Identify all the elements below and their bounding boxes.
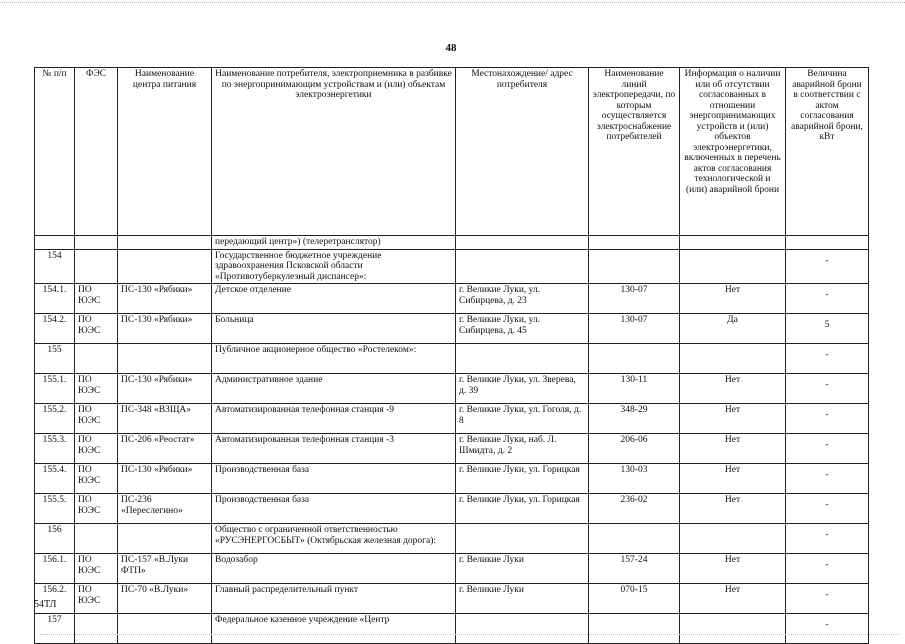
cell-consumer: Публичное акционерное общество «Ростелеком»: bbox=[212, 344, 456, 374]
header-reserve-value: Величина аварийной брони в соответствии с актом согласования аварийной брони, кВт bbox=[786, 68, 869, 236]
cell-power-center bbox=[118, 524, 212, 554]
cell-power-line bbox=[589, 344, 680, 374]
cell-power-line: 130-03 bbox=[589, 464, 680, 494]
cell-reserve-value: - bbox=[786, 344, 869, 374]
cell-num: 156.1. bbox=[35, 554, 75, 584]
cell-num: 155.5. bbox=[35, 494, 75, 524]
cell-agreement-info: Нет bbox=[680, 434, 786, 464]
table-row bbox=[35, 374, 869, 404]
cell-power-center bbox=[118, 249, 212, 284]
cell-address: г. Великие Луки, ул. Сибирцева, д. 23 bbox=[456, 284, 589, 314]
cell-address: г. Великие Луки, ул. Горицкая bbox=[456, 464, 589, 494]
page-number: 48 bbox=[445, 42, 457, 54]
header-address: Местонахождение/ адрес потребителя bbox=[456, 68, 589, 236]
cell-consumer: Государственное бюджетное учреждение здравоохранения Псковской области «Противотуберкулезный диспансер»: bbox=[212, 249, 456, 284]
table-header-row bbox=[35, 68, 869, 236]
table-row bbox=[35, 464, 869, 494]
cell-address: г. Великие Луки, ул. Сибирцева, д. 45 bbox=[456, 314, 589, 344]
cell-power-center: ПС-206 «Реостат» bbox=[118, 434, 212, 464]
header-fes: ФЭС bbox=[75, 68, 118, 236]
cell-fes: ПО ЮЭС bbox=[75, 494, 118, 524]
cell-fes: ПО ЮЭС bbox=[75, 434, 118, 464]
cell-num: 154.2. bbox=[35, 314, 75, 344]
scan-artifact-top bbox=[0, 2, 905, 4]
cell-power-center: ПС-157 «В.Луки ФТП» bbox=[118, 554, 212, 584]
cell-num: 154.1. bbox=[35, 284, 75, 314]
cell-power-line: 348-29 bbox=[589, 404, 680, 434]
cell-reserve-value: - bbox=[786, 614, 869, 644]
cell-power-center: ПС-130 «Рябики» bbox=[118, 374, 212, 404]
cell-consumer: Автоматизированная телефонная станция -9 bbox=[212, 404, 456, 434]
cell-address: г. Великие Луки, ул. Зверева, д. 39 bbox=[456, 374, 589, 404]
cell-address bbox=[456, 249, 589, 284]
cell-consumer: Главный распределительный пункт bbox=[212, 584, 456, 614]
table-row bbox=[35, 554, 869, 584]
table-row bbox=[35, 344, 869, 374]
cell-num: 154 bbox=[35, 249, 75, 284]
header-agreement-info: Информация о наличии или об отсутствии согласованных в отношении энергопринимающих устройств и (или) объектов электроэнергетики, включенных в перечень актов согласования технологической и (или) аварийной брони bbox=[680, 68, 786, 236]
cell-num: 156 bbox=[35, 524, 75, 554]
cell-agreement-info: Да bbox=[680, 314, 786, 344]
cell-consumer: Производственная база bbox=[212, 494, 456, 524]
emergency-reserve-table bbox=[34, 67, 869, 644]
table-row bbox=[35, 614, 869, 644]
cell-power-line: 157-24 bbox=[589, 554, 680, 584]
cell-fes: ПО ЮЭС bbox=[75, 404, 118, 434]
cell-num: 155.1. bbox=[35, 374, 75, 404]
cell-address: г. Великие Луки bbox=[456, 584, 589, 614]
cell-power-center: ПС-130 «Рябики» bbox=[118, 464, 212, 494]
cell-consumer: Детское отделение bbox=[212, 284, 456, 314]
cell-fes bbox=[75, 524, 118, 554]
cell-consumer: Федеральное казенное учреждение «Центр bbox=[212, 614, 456, 644]
cell-power-center: ПС-70 «В.Луки» bbox=[118, 584, 212, 614]
cell-agreement-info bbox=[680, 344, 786, 374]
table-row bbox=[35, 314, 869, 344]
cell-power-line: 130-11 bbox=[589, 374, 680, 404]
cell-agreement-info: Нет bbox=[680, 464, 786, 494]
cell-power-center bbox=[118, 614, 212, 644]
cell-reserve-value: - bbox=[786, 584, 869, 614]
cell-reserve-value: 5 bbox=[786, 314, 869, 344]
cell-num: 157 bbox=[35, 614, 75, 644]
cell-fes bbox=[75, 249, 118, 284]
cell-consumer: Административное здание bbox=[212, 374, 456, 404]
cell-address: г. Великие Луки, наб. Л. Шмидта, д. 2 bbox=[456, 434, 589, 464]
cell-power-center bbox=[118, 344, 212, 374]
header-num: № п/п bbox=[35, 68, 75, 236]
cell-agreement-info: Нет bbox=[680, 584, 786, 614]
footer-code: 54ТЛ bbox=[34, 599, 57, 610]
cell-power-line bbox=[589, 524, 680, 554]
cell-power-center: ПС-236 «Переслегино» bbox=[118, 494, 212, 524]
cell-power-line: 206-06 bbox=[589, 434, 680, 464]
cell-address: г. Великие Луки bbox=[456, 554, 589, 584]
table-row bbox=[35, 434, 869, 464]
cell-num: 156.2. bbox=[35, 584, 75, 614]
cell-reserve-value: - bbox=[786, 284, 869, 314]
cell-reserve-value: - bbox=[786, 524, 869, 554]
header-consumer: Наименование потребителя, электроприемника в разбивке по энергопринимающим устройствам и (или) объектам электроэнергетики bbox=[212, 68, 456, 236]
cell-agreement-info bbox=[680, 249, 786, 284]
cell-power-line: 130-07 bbox=[589, 284, 680, 314]
cell-agreement-info: Нет bbox=[680, 404, 786, 434]
table-row bbox=[35, 494, 869, 524]
cell-reserve-value: - bbox=[786, 404, 869, 434]
cell-reserve-value: - bbox=[786, 374, 869, 404]
table-row bbox=[35, 524, 869, 554]
cell-address: г. Великие Луки, ул. Гоголя, д. 8 bbox=[456, 404, 589, 434]
cell-num: 155.3. bbox=[35, 434, 75, 464]
cell-power-line: 130-07 bbox=[589, 314, 680, 344]
cell-fes: ПО ЮЭС bbox=[75, 374, 118, 404]
cell-address: г. Великие Луки, ул. Горицкая bbox=[456, 494, 589, 524]
cell-reserve-value: - bbox=[786, 464, 869, 494]
cell-reserve-value: - bbox=[786, 554, 869, 584]
cell-address bbox=[456, 614, 589, 644]
cell-fes: ПО ЮЭС bbox=[75, 464, 118, 494]
cell-power-center: ПС-130 «Рябики» bbox=[118, 284, 212, 314]
cell-agreement-info: Нет bbox=[680, 284, 786, 314]
scan-artifact-bottom bbox=[40, 634, 900, 636]
cell-agreement-info: Нет bbox=[680, 374, 786, 404]
cell-reserve-value: - bbox=[786, 494, 869, 524]
cell-num: 155 bbox=[35, 344, 75, 374]
table-row bbox=[35, 249, 869, 284]
cell-power-center: ПС-348 «ВЗЩА» bbox=[118, 404, 212, 434]
cell-power-line bbox=[589, 249, 680, 284]
cell-power-center: ПС-130 «Рябики» bbox=[118, 314, 212, 344]
cell-agreement-info: Нет bbox=[680, 494, 786, 524]
cell-reserve-value: - bbox=[786, 249, 869, 284]
cell-fes: ПО ЮЭС bbox=[75, 584, 118, 614]
cell-consumer: Производственная база bbox=[212, 464, 456, 494]
cell-fes: ПО ЮЭС bbox=[75, 554, 118, 584]
table-row bbox=[35, 584, 869, 614]
table-row bbox=[35, 404, 869, 434]
cell-agreement-info bbox=[680, 524, 786, 554]
cell-consumer: Общество с ограниченной ответственностью «РУСЭНЕРГОСБЫТ» (Октябрьская железная дорога): bbox=[212, 524, 456, 554]
cell-power-line: 070-15 bbox=[589, 584, 680, 614]
cell-consumer: Больница bbox=[212, 314, 456, 344]
cell-power-line bbox=[589, 614, 680, 644]
header-power-center: Наименование центра питания bbox=[118, 68, 212, 236]
cell-consumer: Автоматизированная телефонная станция -3 bbox=[212, 434, 456, 464]
cell-consumer: Водозабор bbox=[212, 554, 456, 584]
cell-reserve-value: - bbox=[786, 434, 869, 464]
cell-agreement-info bbox=[680, 614, 786, 644]
cell-num: 155.2. bbox=[35, 404, 75, 434]
cell-fes: ПО ЮЭС bbox=[75, 314, 118, 344]
cell-fes bbox=[75, 344, 118, 374]
table-row bbox=[35, 284, 869, 314]
cell-agreement-info: Нет bbox=[680, 554, 786, 584]
cell-fes bbox=[75, 614, 118, 644]
cell-address bbox=[456, 524, 589, 554]
header-power-line: Наименование линий электропередачи, по которым осуществляется электроснабжение потребителей bbox=[589, 68, 680, 236]
continuation-row bbox=[35, 236, 869, 250]
cell-fes: ПО ЮЭС bbox=[75, 284, 118, 314]
cell-address bbox=[456, 344, 589, 374]
continuation-consumer: передающий центр») (телеретранслятор) bbox=[212, 236, 456, 250]
cell-num: 155.4. bbox=[35, 464, 75, 494]
cell-power-line: 236-02 bbox=[589, 494, 680, 524]
